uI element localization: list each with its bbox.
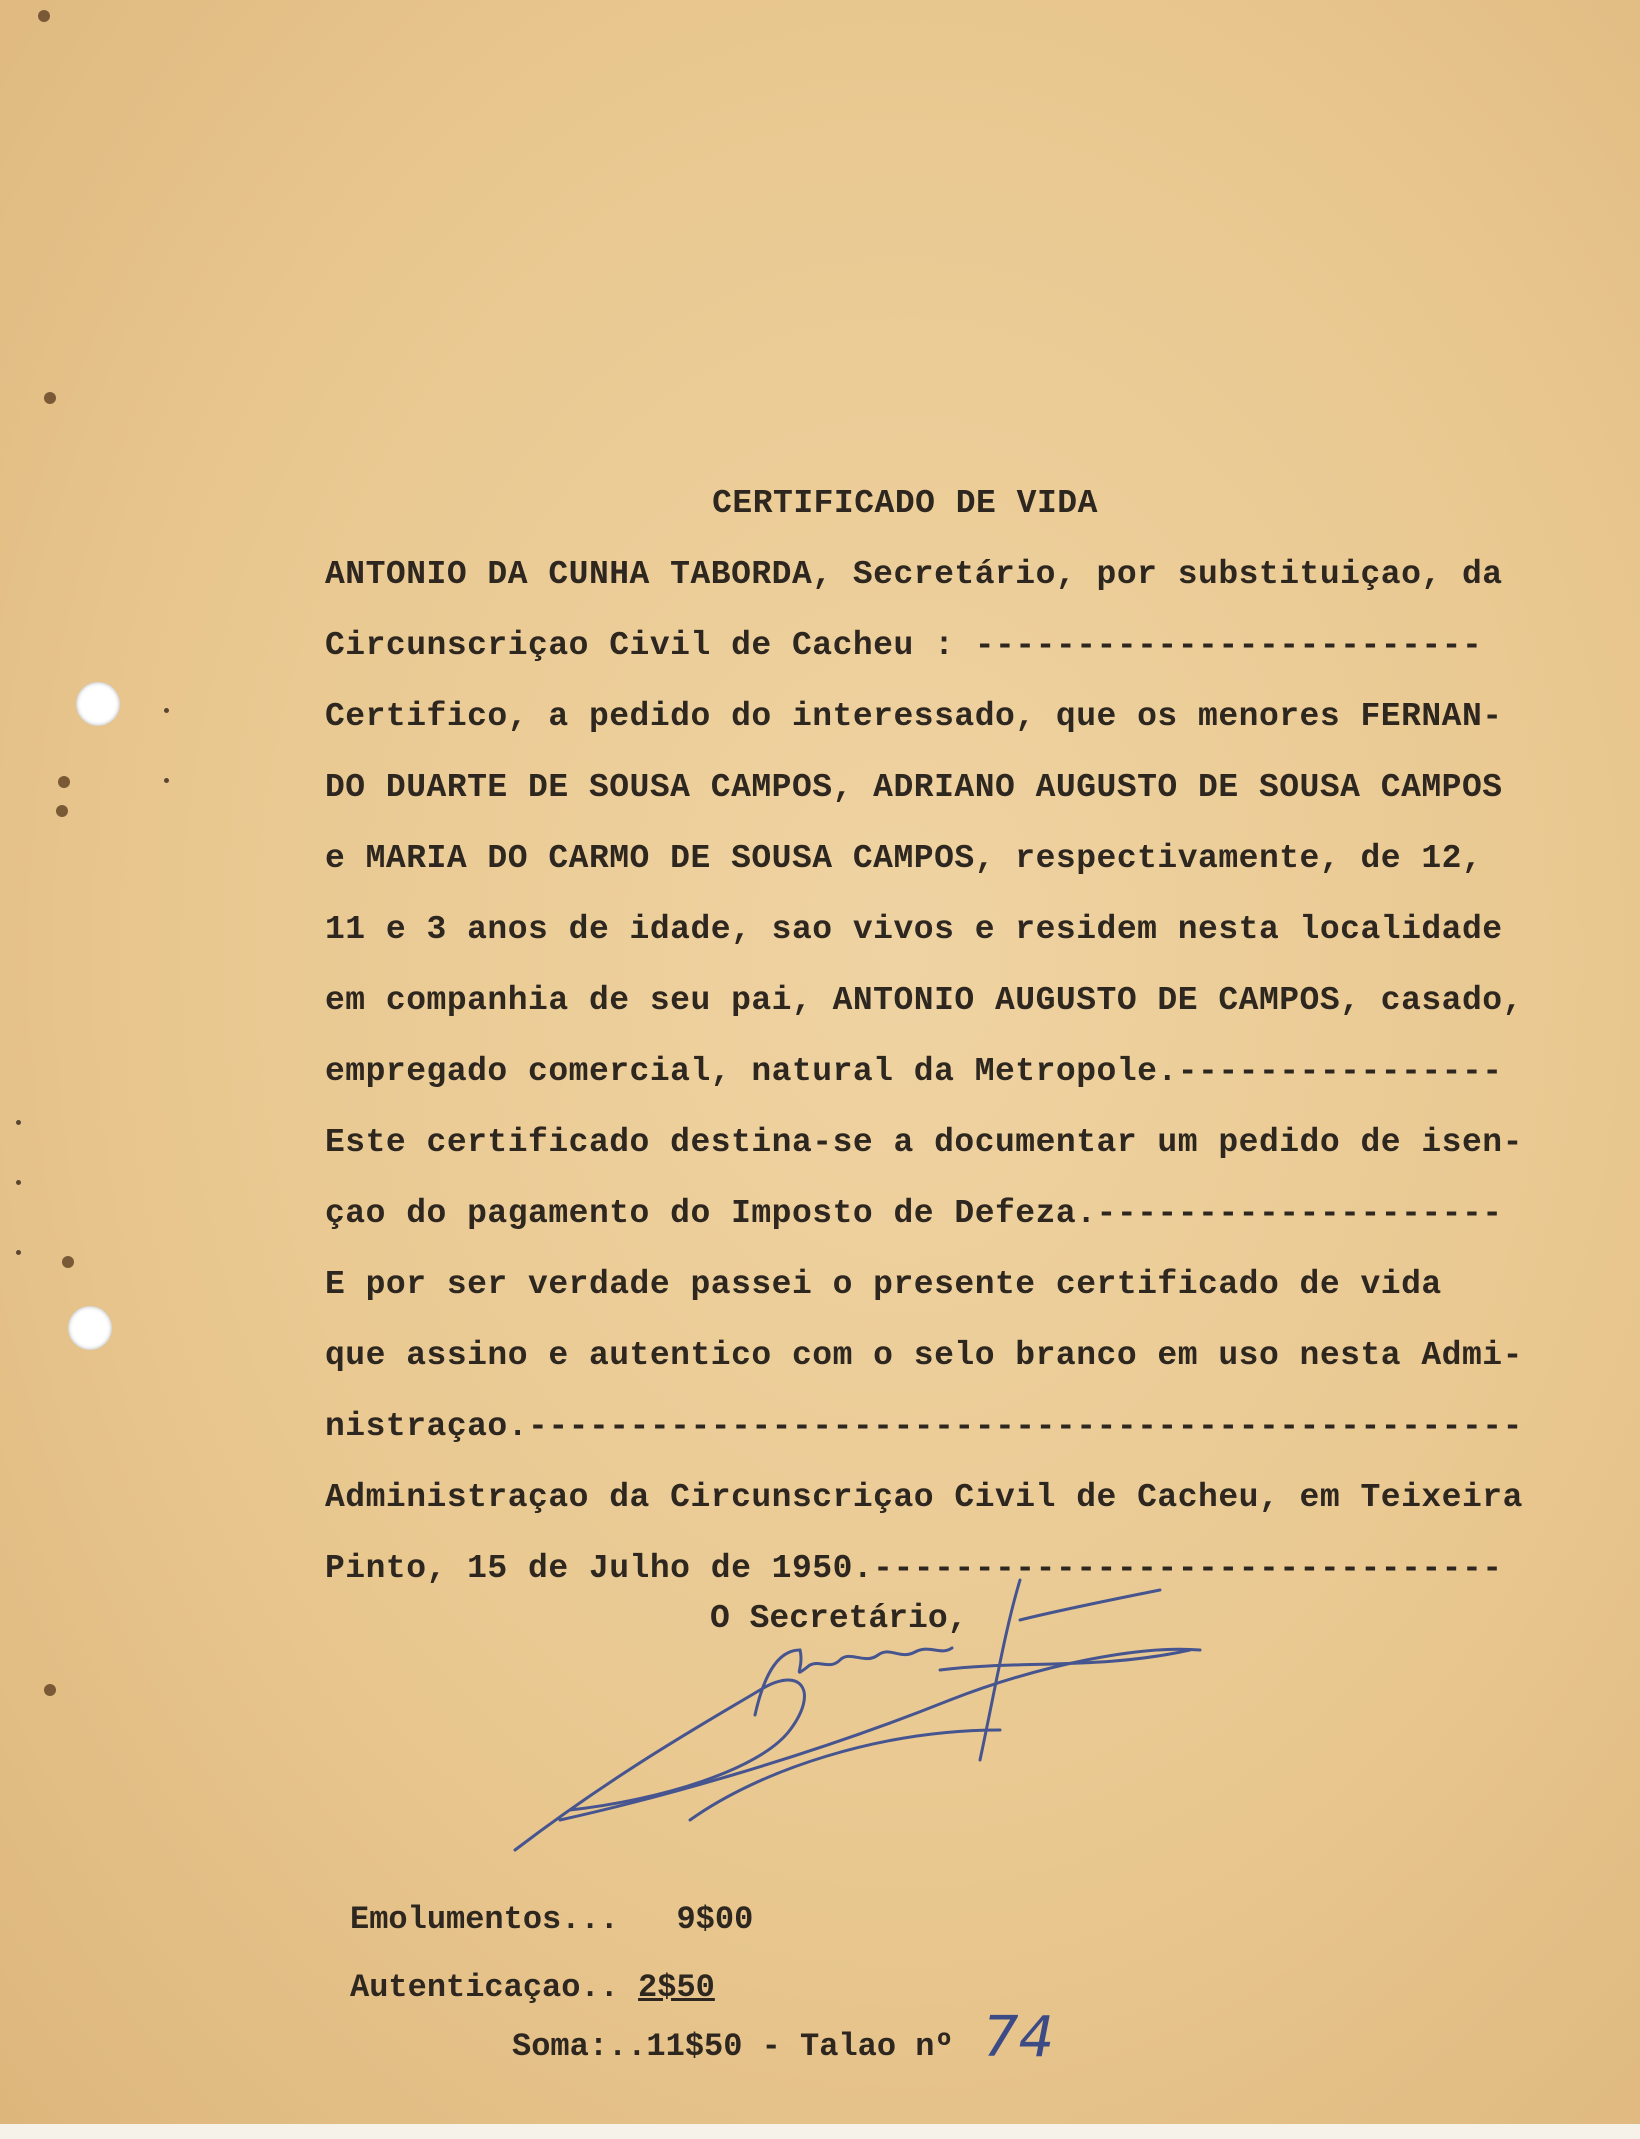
staple-mark [44, 1684, 56, 1696]
speck [16, 1180, 21, 1185]
staple-mark [44, 392, 56, 404]
fee-label: Emolumentos... [350, 1901, 619, 1938]
fee-row-emolumentos [350, 1895, 753, 1963]
text-line: E por ser verdade passei o presente certificado de vida [325, 1266, 1442, 1303]
signatory-title: O Secretário, [710, 1600, 968, 1637]
text-line: Certifico, a pedido do interessado, que os menores FERNAN- [325, 698, 1503, 735]
fee-label: Autenticaçao.. [350, 1969, 619, 2006]
text-line: em companhia de seu pai, ANTONIO AUGUSTO DE CAMPOS, casado, [325, 982, 1523, 1019]
fee-value: 9$00 [676, 1901, 754, 1938]
speck [164, 778, 169, 783]
fee-value: 2$50 [638, 1969, 715, 2006]
total-line: Soma:..11$50 - Talao nº [512, 2028, 954, 2065]
text-line: 11 e 3 anos de idade, sao vivos e residem nesta localidade [325, 911, 1503, 948]
speck [16, 1120, 21, 1125]
fee-row-autenticacao [350, 1963, 753, 2031]
punch-hole-top [76, 682, 120, 726]
staple-mark [56, 805, 68, 817]
text-line: ANTONIO DA CUNHA TABORDA, Secretário, por substituiçao, da [325, 556, 1503, 593]
speck [16, 1250, 21, 1255]
text-line: empregado comercial, natural da Metropole.---------------- [325, 1053, 1503, 1090]
text-line: Administraçao da Circunscriçao Civil de Cacheu, em Teixeira [325, 1479, 1523, 1516]
handwritten-signature [500, 1570, 1220, 1910]
certificate-body [325, 480, 1523, 1615]
speck [164, 708, 169, 713]
text-line: Pinto, 15 de Julho de 1950.------------------------------- [325, 1550, 1503, 1587]
staple-mark [58, 776, 70, 788]
staple-mark [62, 1256, 74, 1268]
text-line: çao do pagamento do Imposto de Defeza.-------------------- [325, 1195, 1503, 1232]
punch-hole-bottom [68, 1306, 112, 1350]
text-line: Circunscriçao Civil de Cacheu : ------------------------- [325, 627, 1483, 664]
document-title: CERTIFICADO DE VIDA [712, 485, 1098, 522]
corner-pin-mark [38, 10, 50, 22]
text-line: nistraçao.------------------------------------------------- [325, 1408, 1523, 1445]
fees-block [350, 1895, 753, 2031]
handwritten-talao-number: 74 [983, 2005, 1055, 2070]
text-line: que assino e autentico com o selo branco em uso nesta Admi- [325, 1337, 1523, 1374]
text-line: e MARIA DO CARMO DE SOUSA CAMPOS, respectivamente, de 12, [325, 840, 1483, 877]
scan-border [0, 2124, 1640, 2139]
text-line: DO DUARTE DE SOUSA CAMPOS, ADRIANO AUGUSTO DE SOUSA CAMPOS [325, 769, 1503, 806]
text-line: Este certificado destina-se a documentar um pedido de isen- [325, 1124, 1523, 1161]
